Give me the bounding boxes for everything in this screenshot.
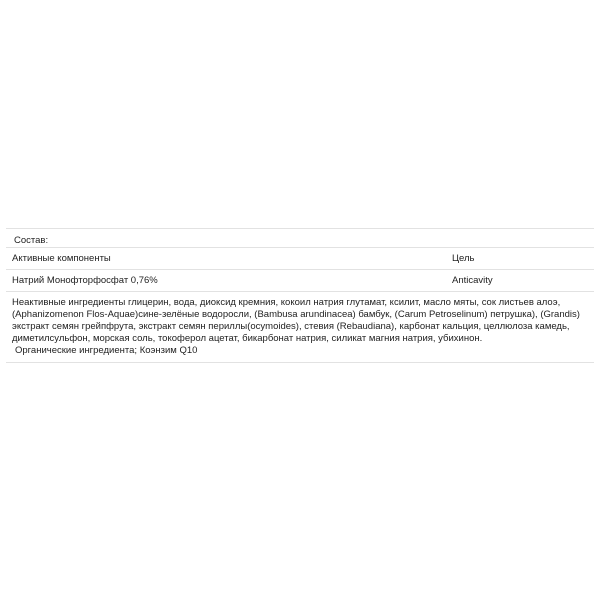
active-ingredient-row <box>6 269 594 291</box>
ingredients-table <box>6 228 594 363</box>
active-ingredient-purpose: Anticavity <box>452 274 493 286</box>
organic-ingredients-text: Органические ингредиента; Коэнзим Q10 <box>15 345 198 356</box>
inactive-ingredients-text: Неактивные ингредиенты глицерин, вода, диоксид кремния, кокоил натрия глутамат, ксилит, масло мяты, сок листьев алоэ, (Aphanizomenon Flos-Aquae)сине-зелёные водоросли, (Bambusa arundinacea) бамбук, (Carum Petroselinum) петрушка), (Grandis) экстракт семян грейпфрута, экстракт семян периллы(ocymoides), стевия (Rebaudiana), карбонат кальция, целлюлоза камедь, диметилсульфон, морская соль, токоферол ацетат, бикарбонат натрия, силикат магния натрия, убихинон. <box>12 297 580 344</box>
header-row <box>6 247 594 269</box>
active-ingredient-name: Натрий Монофторфосфат 0,76% <box>12 274 158 286</box>
table-title-row <box>6 228 594 247</box>
inactive-ingredients-row <box>6 291 594 363</box>
header-purpose: Цель <box>452 252 475 264</box>
table-title: Состав: <box>14 235 49 246</box>
header-active-components: Активные компоненты <box>12 252 111 264</box>
